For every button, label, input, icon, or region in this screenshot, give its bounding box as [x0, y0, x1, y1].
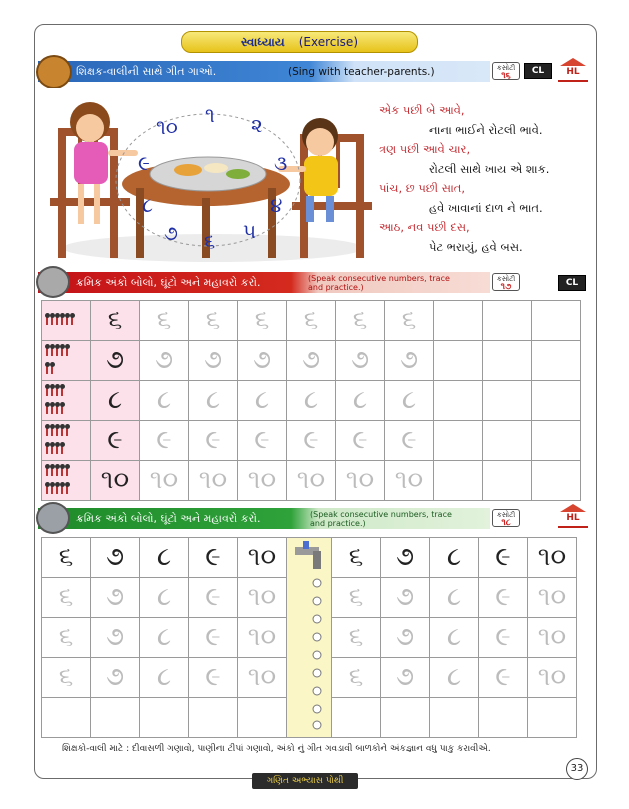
trace-numeral: ૬	[58, 622, 74, 652]
trace-numeral: ૬	[254, 305, 270, 335]
trace-numeral: ૮	[446, 622, 462, 652]
practice-cell[interactable]	[332, 698, 381, 738]
trace-numeral: ૮	[156, 622, 172, 652]
poem-line: રોટલી સાથે ખાય એ શાક.	[429, 161, 550, 176]
trace-numeral: ૮	[156, 582, 172, 612]
exercise-title-en: (Exercise)	[298, 35, 358, 49]
practice-cell[interactable]	[483, 381, 532, 421]
counting-dots-cell	[42, 301, 91, 341]
solid-numeral: ૮	[446, 542, 462, 572]
trace-numeral: ૯	[495, 582, 511, 612]
trace-numeral: ૧૦	[296, 465, 326, 495]
practice-cell[interactable]	[434, 421, 483, 461]
solid-numeral: ૯	[107, 425, 123, 455]
section1-code-badge: કસોટી ૧૬	[492, 62, 520, 80]
practice-cell[interactable]	[189, 698, 238, 738]
trace-numeral: ૭	[399, 345, 419, 375]
solid-numeral: ૯	[205, 542, 221, 572]
practice-cell[interactable]	[532, 461, 581, 501]
section1-hl-badge: HL	[558, 62, 588, 82]
practice-cell[interactable]	[434, 381, 483, 421]
circle-numeral: ૯	[138, 151, 150, 175]
trace-numeral: ૬	[156, 305, 172, 335]
trace-numeral: ૭	[203, 345, 223, 375]
practice-cell[interactable]	[434, 301, 483, 341]
counting-poem	[379, 101, 579, 257]
section1-instruction-gu: શિક્ષક-વાલીની સાથે ગીત ગાઓ.	[76, 64, 217, 78]
trace-numeral: ૯	[401, 425, 417, 455]
trace-numeral: ૮	[352, 385, 368, 415]
circle-numeral: ૫	[243, 219, 257, 243]
section1-instruction-en: (Sing with teacher-parents.)	[288, 65, 435, 78]
solid-numeral: ૧૦	[247, 542, 277, 572]
trace-numeral: ૬	[58, 582, 74, 612]
water-tap-column	[287, 538, 332, 738]
table-row	[42, 461, 581, 501]
exercise-title	[181, 31, 418, 53]
trace-numeral: ૬	[58, 662, 74, 692]
practice-cell[interactable]	[528, 698, 577, 738]
trace-numeral: ૧૦	[394, 465, 424, 495]
section1-band	[38, 61, 490, 82]
tracing-grid-2	[41, 537, 577, 738]
poem-line: એક પછી બે આવે,	[379, 103, 465, 117]
solid-numeral: ૬	[107, 305, 123, 335]
trace-numeral: ૯	[352, 425, 368, 455]
poem-line: પેટ ભરાયું, હવે બસ.	[429, 239, 523, 254]
trace-numeral: ૮	[446, 662, 462, 692]
practice-cell[interactable]	[140, 698, 189, 738]
circle-numeral: ૪	[270, 193, 283, 217]
trace-numeral: ૯	[205, 425, 221, 455]
trace-numeral: ૭	[105, 582, 125, 612]
solid-numeral: ૭	[395, 542, 415, 572]
practice-cell[interactable]	[483, 461, 532, 501]
table-row	[42, 421, 581, 461]
practice-cell[interactable]	[42, 698, 91, 738]
rabbit-icon	[36, 266, 70, 298]
trace-numeral: ૭	[154, 345, 174, 375]
solid-numeral: ૮	[107, 385, 123, 415]
trace-numeral: ૬	[348, 662, 364, 692]
trace-numeral: ૯	[254, 425, 270, 455]
circle-numeral: ૭	[164, 221, 178, 245]
practice-cell[interactable]	[430, 698, 479, 738]
solid-numeral: ૯	[495, 542, 511, 572]
trace-numeral: ૮	[446, 582, 462, 612]
trace-numeral: ૯	[156, 425, 172, 455]
counting-dots-cell	[42, 421, 91, 461]
circle-numeral: ૮	[142, 193, 153, 217]
solid-numeral: ૧૦	[100, 465, 130, 495]
solid-numeral: ૮	[156, 542, 172, 572]
water-tap-icon	[289, 541, 329, 731]
section3-instruction-en: (Speak consecutive numbers, trace and practice.)	[310, 509, 452, 528]
trace-numeral: ૧૦	[345, 465, 375, 495]
kids-eating-illustration	[38, 88, 378, 270]
tracing-grid-1	[41, 300, 581, 501]
circle-numeral: ૧૦	[156, 115, 178, 139]
trace-numeral: ૬	[303, 305, 319, 335]
trace-numeral: ૧૦	[537, 662, 567, 692]
trace-numeral: ૭	[395, 662, 415, 692]
table-row	[42, 301, 581, 341]
circle-numeral: ૬	[204, 229, 216, 253]
counting-dots-cell	[42, 381, 91, 421]
section3-instruction-gu: ક્રમિક અંકો બોલો, ઘૂંટો અને મહાવરો કરો.	[76, 511, 261, 525]
exercise-title-gu: સ્વાધ્યાય	[240, 34, 285, 49]
trace-numeral: ૯	[495, 622, 511, 652]
trace-numeral: ૮	[401, 385, 417, 415]
table-row	[42, 538, 577, 578]
circle-numeral: ૩	[274, 151, 288, 175]
trace-numeral: ૬	[205, 305, 221, 335]
section3-band	[38, 508, 490, 529]
table-row	[42, 381, 581, 421]
practice-cell[interactable]	[532, 421, 581, 461]
practice-cell[interactable]	[381, 698, 430, 738]
trace-numeral: ૬	[401, 305, 417, 335]
trace-numeral: ૧૦	[247, 622, 277, 652]
poem-line: પાંચ, છ પછી સાત,	[379, 181, 466, 195]
section3-code-badge: કસોટી ૧૮	[492, 509, 520, 527]
poem-line: ત્રણ પછી આવે ચાર,	[379, 142, 471, 156]
table-row	[42, 341, 581, 381]
trace-numeral: ૧૦	[198, 465, 228, 495]
practice-cell[interactable]	[434, 341, 483, 381]
rhino-icon	[36, 502, 70, 534]
solid-numeral: ૬	[348, 542, 364, 572]
teacher-parent-note: શિક્ષકો-વાલી માટે : દીવાસળી ગણાવો, પાણીના ટીપાં ગણાવો, અંકો નું ગીત ગવડાવી બાળકોને અંકજ્ઞાન વધુ પાકુ કરાવીએ.	[62, 744, 491, 754]
trace-numeral: ૬	[352, 305, 368, 335]
section3-hl-badge: HL	[558, 508, 588, 528]
trace-numeral: ૧૦	[149, 465, 179, 495]
trace-numeral: ૮	[156, 662, 172, 692]
trace-numeral: ૯	[205, 662, 221, 692]
section2-instruction-en: (Speak consecutive numbers, trace and practice.)	[308, 273, 450, 292]
trace-numeral: ૭	[105, 622, 125, 652]
trace-numeral: ૯	[495, 662, 511, 692]
practice-cell[interactable]	[483, 341, 532, 381]
trace-numeral: ૭	[105, 662, 125, 692]
practice-cell[interactable]	[91, 698, 140, 738]
thali-plate	[150, 157, 266, 191]
solid-numeral: ૭	[105, 542, 125, 572]
book-tag: ગણિત અભ્યાસ પોથી	[252, 773, 358, 789]
trace-numeral: ૮	[205, 385, 221, 415]
trace-numeral: ૧૦	[537, 622, 567, 652]
practice-cell[interactable]	[532, 341, 581, 381]
trace-numeral: ૬	[348, 582, 364, 612]
trace-numeral: ૯	[205, 622, 221, 652]
trace-numeral: ૬	[348, 622, 364, 652]
practice-cell[interactable]	[483, 421, 532, 461]
poem-line: આઠ, નવ પછી દસ,	[379, 220, 470, 234]
section2-code-badge: કસોટી ૧૭	[492, 273, 520, 291]
practice-cell[interactable]	[238, 698, 287, 738]
singing-icon	[36, 55, 72, 89]
section1-cl-badge: CL	[524, 63, 552, 79]
counting-dots-cell	[42, 341, 91, 381]
trace-numeral: ૯	[205, 582, 221, 612]
trace-numeral: ૭	[252, 345, 272, 375]
poem-line: નાના ભાઈને રોટલી ભાવે.	[429, 122, 543, 137]
practice-cell[interactable]	[532, 301, 581, 341]
trace-numeral: ૧૦	[247, 465, 277, 495]
trace-numeral: ૧૦	[247, 662, 277, 692]
trace-numeral: ૮	[156, 385, 172, 415]
page-number: 33	[566, 758, 588, 780]
practice-cell[interactable]	[532, 381, 581, 421]
trace-numeral: ૧૦	[247, 582, 277, 612]
solid-numeral: ૧૦	[537, 542, 567, 572]
section2-instruction-gu: ક્રમિક અંકો બોલો, ઘૂંટો અને મહાવરો કરો.	[76, 275, 261, 289]
trace-numeral: ૭	[301, 345, 321, 375]
solid-numeral: ૬	[58, 542, 74, 572]
practice-cell[interactable]	[434, 461, 483, 501]
practice-cell[interactable]	[479, 698, 528, 738]
trace-numeral: ૮	[254, 385, 270, 415]
circle-numeral: ૧	[205, 103, 215, 127]
trace-numeral: ૯	[303, 425, 319, 455]
trace-numeral: ૮	[303, 385, 319, 415]
section2-band	[38, 272, 490, 293]
solid-numeral: ૭	[105, 345, 125, 375]
poem-line: હવે ખાવાનાં દાળ ને ભાત.	[429, 200, 543, 215]
trace-numeral: ૧૦	[537, 582, 567, 612]
section2-cl-badge: CL	[558, 275, 586, 291]
circle-numeral: ૨	[251, 113, 263, 137]
practice-cell[interactable]	[483, 301, 532, 341]
trace-numeral: ૭	[395, 582, 415, 612]
counting-dots-cell	[42, 461, 91, 501]
trace-numeral: ૭	[350, 345, 370, 375]
trace-numeral: ૭	[395, 622, 415, 652]
